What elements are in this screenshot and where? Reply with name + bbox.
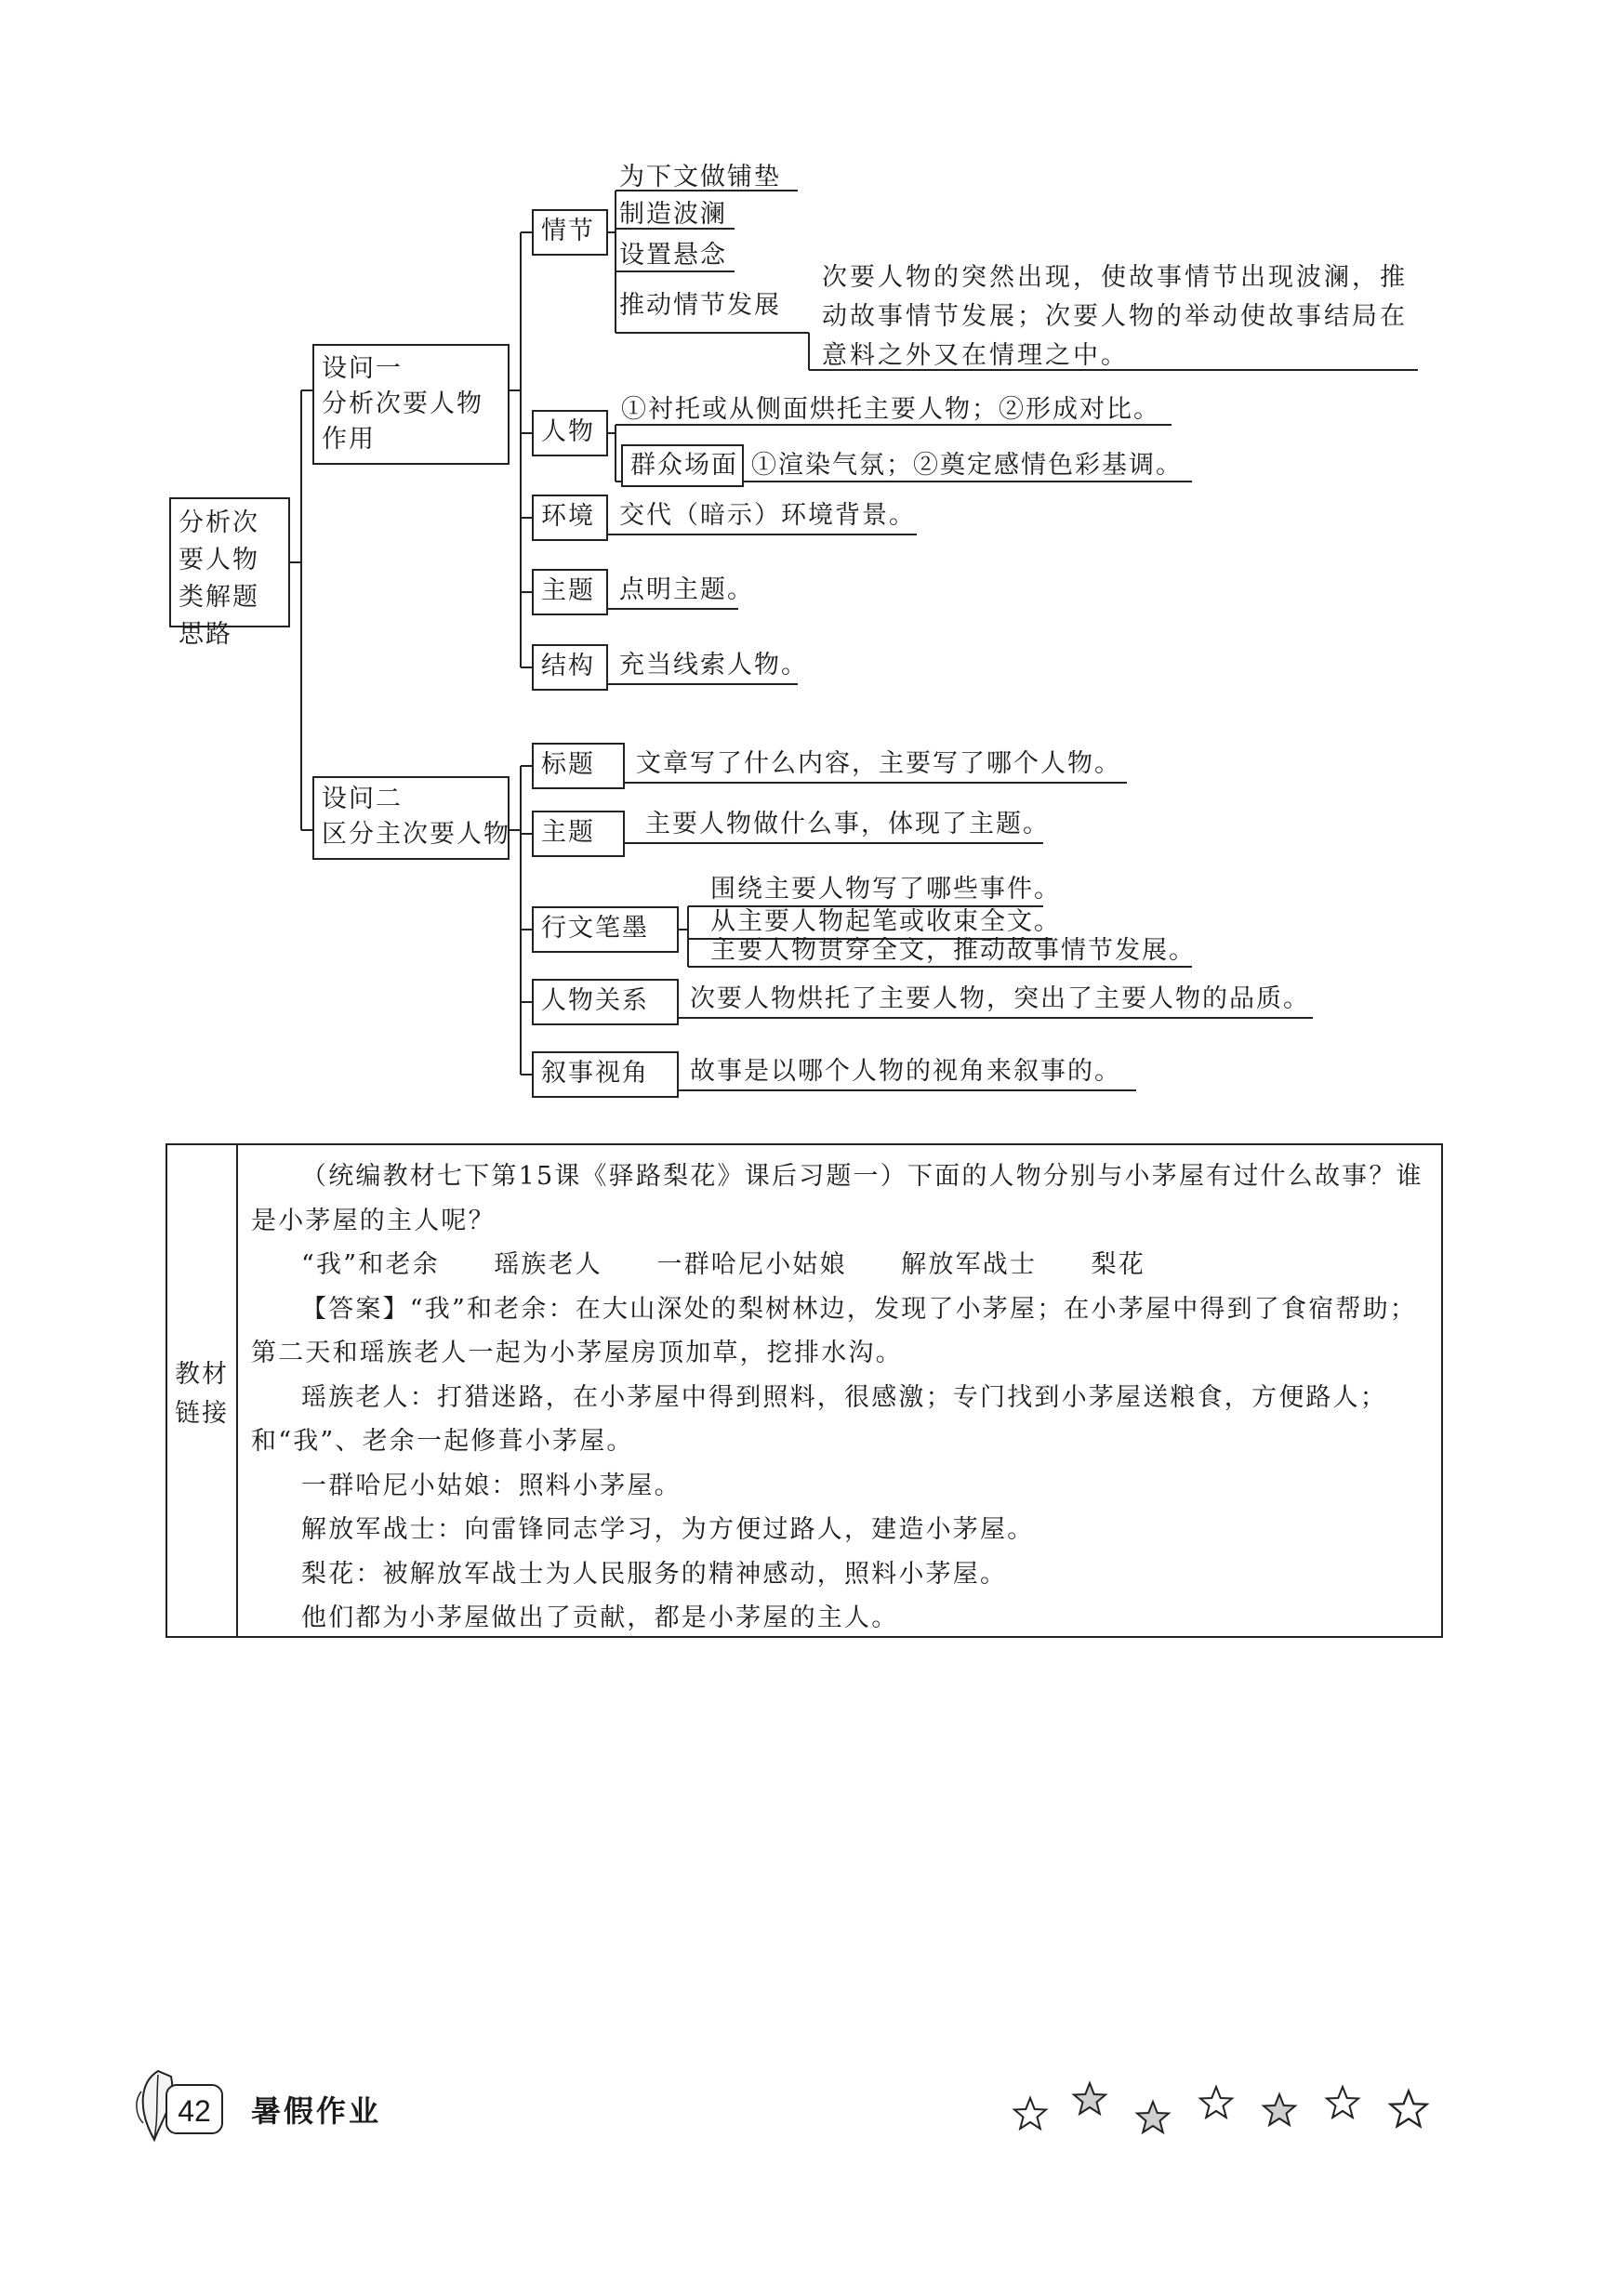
answer-paragraph: 一群哈尼小姑娘：照料小茅屋。 [301,1471,682,1500]
perspective-node [532,1051,679,1098]
q2-node [312,776,510,860]
root-node [169,497,290,649]
plot-item: 为下文做铺垫 [619,163,781,191]
answer-paragraph: 解放军战士：向雷锋同志学习，为方便过路人，建造小茅屋。 [301,1515,1035,1544]
star-filled-icon [1261,2091,1298,2129]
crowd-node [621,444,744,487]
star-outline-icon [1387,2088,1430,2131]
star-outline-icon [1324,2084,1361,2121]
page-footer [130,2064,1497,2147]
theme-label-1: 主题 [541,576,595,605]
relation-text: 次要人物烘托了主要人物，突出了主要人物的品质。 [690,984,1310,1013]
character-text: ①衬托或从侧面烘托主要人物；②形成对比。 [621,395,1160,424]
star-filled-icon [1071,2080,1108,2118]
perspective-label: 叙事视角 [541,1059,649,1088]
theme-label-2: 主题 [541,818,595,847]
textbook-link-content [251,1155,1432,1641]
crowd-text: ①渲染气氛；②奠定感情色彩基调。 [751,451,1183,480]
character-node [532,410,608,456]
plot-item: 制造波澜 [619,200,727,229]
mind-map [0,0,1602,1134]
relation-label: 人物关系 [541,986,649,1015]
plot-note: 次要人物的突然出现，使故事情节出现波澜，推动故事情节发展；次要人物的举动使故事结局在意料之外又在情理之中。 [822,263,1408,370]
q2-subtitle: 区分主次要人物 [322,820,510,849]
plot-item: 推动情节发展 [619,291,781,320]
writing-item: 从主要人物起笔或收束全文。 [710,907,1061,936]
character-names: “我”和老余 瑶族老人 一群哈尼小姑娘 解放军战士 梨花 [301,1250,1146,1279]
q1-subtitle: 分析次要人物作用 [322,389,483,454]
answer-paragraph: 瑶族老人：打猎迷路，在小茅屋中得到照料，很感激；专门找到小茅屋送粮食，方便路人；和“我”、老余一起修葺小茅屋。 [251,1382,1387,1456]
title-node [532,743,625,789]
question-text: （统编教材七下第15课《驿路梨花》课后习题一）下面的人物分别与小茅屋有过什么故事？谁是小茅屋的主人呢？ [251,1162,1423,1235]
page-number: 42 [165,2084,223,2134]
writing-item: 主要人物贯穿全文，推动故事情节发展。 [710,936,1196,965]
textbook-link-label: 教材链接 [175,1360,229,1428]
q1-node [312,344,510,465]
relation-node [532,979,679,1025]
theme-text-1: 点明主题。 [619,575,754,604]
star-outline-icon [1198,2084,1235,2121]
answer-paragraph: 梨花：被解放军战士为人民服务的精神感动，照料小茅屋。 [301,1559,1008,1589]
crowd-label: 群众场面 [630,451,738,480]
answer-paragraph: 【答案】“我”和老余：在大山深处的梨树林边，发现了小茅屋；在小茅屋中得到了食宿帮助；第二天和瑶族老人一起为小茅屋房顶加草，挖排水沟。 [251,1294,1418,1367]
writing-label: 行文笔墨 [541,914,649,943]
root-label: 分析次要人物类解题思路 [179,508,259,649]
theme-node-1 [532,569,608,615]
title-node-text: 文章写了什么内容，主要写了哪个人物。 [636,749,1121,778]
character-label: 人物 [541,417,595,446]
plot-item: 设置悬念 [619,241,727,270]
environment-label: 环境 [541,502,595,531]
plot-label: 情节 [541,217,595,245]
answer-paragraph: 他们都为小茅屋做出了贡献，都是小茅屋的主人。 [301,1603,899,1632]
textbook-link-label-cell [167,1145,238,1636]
writing-node [532,906,679,953]
star-outline-icon [1012,2095,1049,2132]
environment-node [532,495,608,541]
book-title: 暑假作业 [251,2093,382,2129]
plot-node [532,209,608,256]
title-node-label: 标题 [541,750,595,779]
writing-item: 围绕主要人物写了哪些事件。 [710,875,1061,904]
theme-node-2 [532,811,625,857]
star-filled-icon [1134,2099,1172,2136]
structure-node [532,644,608,691]
textbook-link-box [165,1143,1443,1638]
environment-text: 交代（暗示）环境背景。 [619,501,916,530]
structure-label: 结构 [541,652,595,680]
theme-text-2: 主要人物做什么事，体现了主题。 [645,810,1050,838]
structure-text: 充当线索人物。 [619,651,808,680]
perspective-text: 故事是以哪个人物的视角来叙事的。 [690,1057,1121,1086]
q1-title: 设问一 [322,354,403,383]
q2-title: 设问二 [322,785,403,813]
